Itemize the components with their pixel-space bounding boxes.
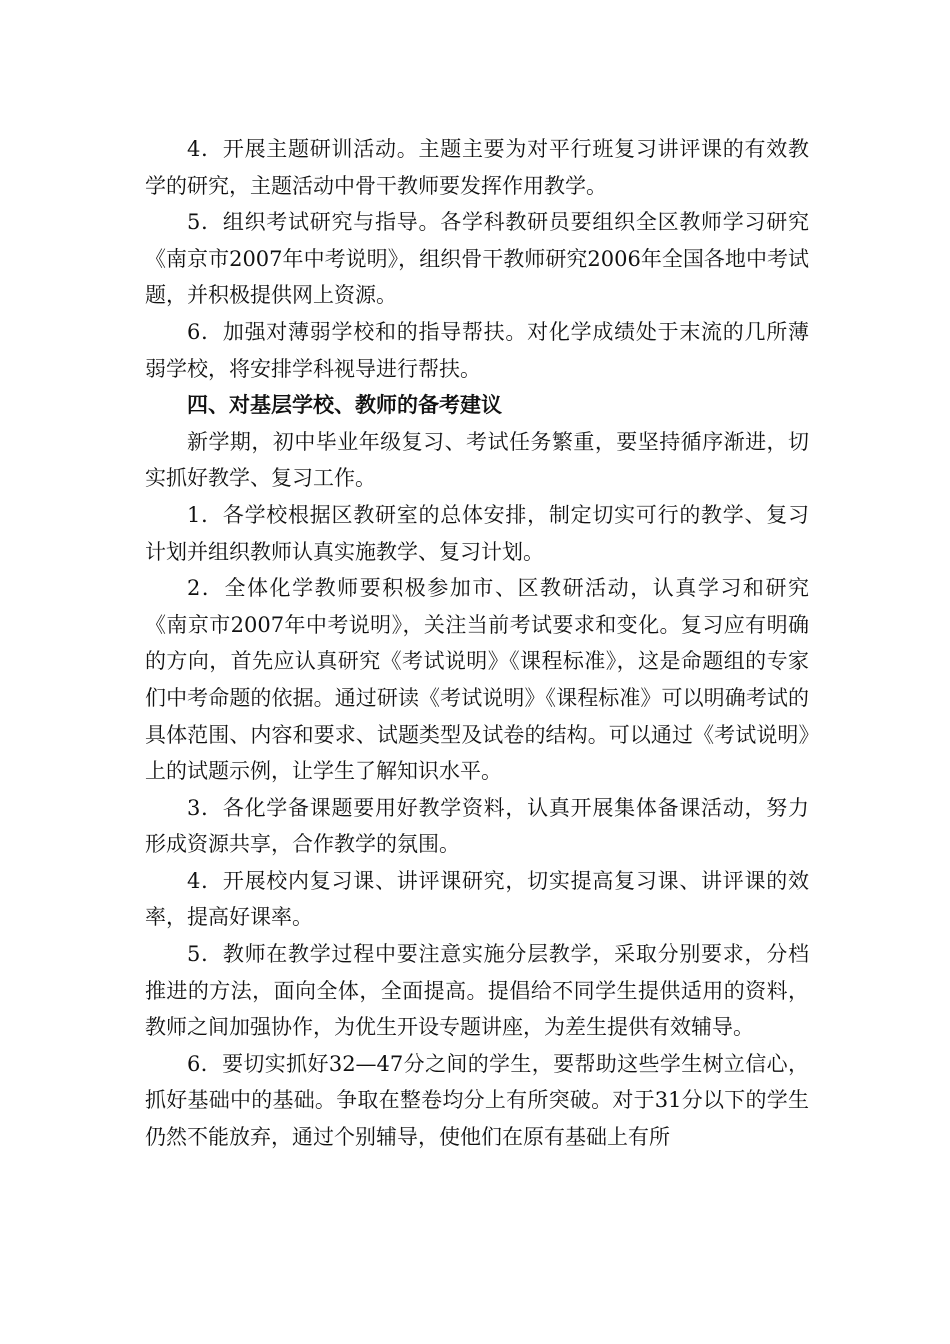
paragraph-item-4-research: 4．开展主题研训活动。主题主要为对平行班复习讲评课的有效教学的研究，主题活动中骨干教师要发挥作用教学。 <box>145 137 809 198</box>
paragraph-item-5-exam-research: 5．组织考试研究与指导。各学科教研员要组织全区教师学习研究《南京市2007年中考说明》，组织骨干教师研究2006年全国各地中考试题，并积极提供网上资源。 <box>145 210 809 308</box>
paragraph-suggestion-2: 2．全体化学教师要积极参加市、区教研活动，认真学习和研究《南京市2007年中考说明》，关注当前考试要求和变化。复习应有明确的方向，首先应认真研究《考试说明》《课程标准》，这是命题组的专家们中考命题的依据。通过研读《考试说明》《课程标准》可以明确考试的具体范围、内容和要求、试题类型及试卷的结构。可以通过《考试说明》上的试题示例，让学生了解知识水平。 <box>145 576 809 784</box>
paragraph-suggestion-4: 4．开展校内复习课、讲评课研究，切实提高复习课、讲评课的效率，提高好课率。 <box>145 868 809 930</box>
document-body <box>145 131 809 1156</box>
paragraph-suggestion-6: 6．要切实抓好32—47分之间的学生，要帮助这些学生树立信心，抓好基础中的基础。争取在整卷均分上有所突破。对于31分以下的学生仍然不能放弃，通过个别辅导，使他们在原有基础上有所 <box>145 1051 809 1150</box>
paragraph-intro: 新学期，初中毕业年级复习、考试任务繁重，要坚持循序渐进，切实抓好教学、复习工作。 <box>145 429 809 491</box>
section-heading-4: 四、对基层学校、教师的备考建议 <box>187 392 502 418</box>
paragraph-suggestion-5: 5．教师在教学过程中要注意实施分层教学，采取分别要求，分档推进的方法，面向全体，全面提高。提倡给不同学生提供适用的资料，教师之间加强协作，为优生开设专题讲座，为差生提供有效辅导。 <box>145 942 809 1040</box>
paragraph-suggestion-3: 3．各化学备课题要用好教学资料，认真开展集体备课活动，努力形成资源共享，合作教学的氛围。 <box>145 795 809 857</box>
paragraph-suggestion-1: 1．各学校根据区教研室的总体安排，制定切实可行的教学、复习计划并组织教师认真实施教学、复习计划。 <box>145 502 809 564</box>
paragraph-item-6-weak-schools: 6．加强对薄弱学校和的指导帮扶。对化学成绩处于末流的几所薄弱学校，将安排学科视导进行帮扶。 <box>145 319 809 381</box>
